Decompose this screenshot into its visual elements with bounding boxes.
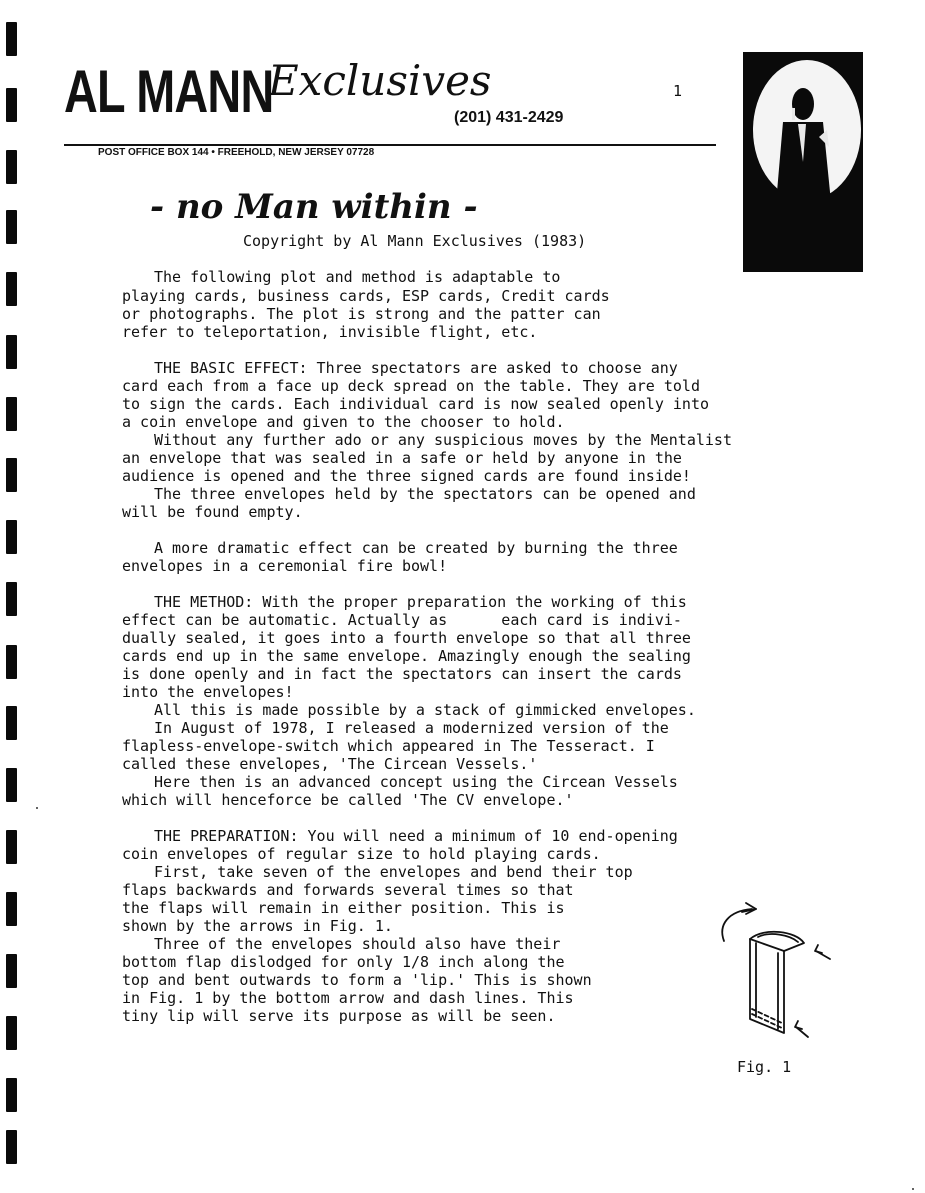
body-line: called these envelopes, 'The Circean Vessels.' — [122, 755, 538, 773]
body-line: THE BASIC EFFECT: Three spectators are asked to choose any — [154, 359, 678, 377]
performer-photo — [743, 52, 863, 272]
body-line: which will henceforce be called 'The CV envelope.' — [122, 791, 574, 809]
envelope-body — [750, 939, 784, 1033]
body-line: shown by the arrows in Fig. 1. — [122, 917, 393, 935]
body-line: THE METHOD: With the proper preparation the working of this — [154, 593, 687, 611]
binder-hole-mark — [6, 582, 17, 616]
body-line: The following plot and method is adaptable to — [154, 268, 561, 286]
body-line: will be found empty. — [122, 503, 303, 521]
body-line: refer to teleportation, invisible flight, etc. — [122, 323, 538, 341]
binder-hole-mark — [6, 458, 17, 492]
body-line: effect can be automatic. Actually as each card is indivi- — [122, 611, 682, 629]
body-line: Three of the envelopes should also have their — [154, 935, 561, 953]
article-title: - no Man within - — [150, 187, 478, 227]
body-line: envelopes in a ceremonial fire bowl! — [122, 557, 448, 575]
binder-hole-mark — [6, 768, 17, 802]
page-number: 1 — [673, 82, 683, 100]
body-line: coin envelopes of regular size to hold playing cards. — [122, 845, 601, 863]
header-rule — [64, 144, 716, 146]
figure-caption: Fig. 1 — [737, 1058, 792, 1076]
body-line: a coin envelope and given to the chooser to hold. — [122, 413, 565, 431]
binder-hole-mark — [6, 335, 17, 369]
binder-hole-mark — [6, 954, 17, 988]
body-line: Without any further ado or any suspicious moves by the Mentalist — [154, 431, 732, 449]
copyright-notice: Copyright by Al Mann Exclusives (1983) — [243, 232, 587, 250]
performer-silhouette-icon — [743, 52, 863, 272]
body-line: in Fig. 1 by the bottom arrow and dash lines. This — [122, 989, 574, 1007]
body-line: flaps backwards and forwards several times so that — [122, 881, 574, 899]
body-line: is done openly and in fact the spectators can insert the cards — [122, 665, 682, 683]
body-line: playing cards, business cards, ESP cards, Credit cards — [122, 287, 610, 305]
body-line: dually sealed, it goes into a fourth envelope so that all three — [122, 629, 691, 647]
body-line: cards end up in the same envelope. Amazingly enough the sealing — [122, 647, 691, 665]
binder-hole-mark — [6, 397, 17, 431]
binder-hole-mark — [6, 1078, 17, 1112]
binder-hole-mark — [6, 830, 17, 864]
body-line: THE PREPARATION: You will need a minimum of 10 end-opening — [154, 827, 678, 845]
body-line: All this is made possible by a stack of gimmicked envelopes. — [154, 701, 696, 719]
phone-number: (201) 431-2429 — [454, 109, 564, 126]
body-line: In August of 1978, I released a modernized version of the — [154, 719, 669, 737]
scan-speck — [912, 1188, 914, 1190]
body-line: to sign the cards. Each individual card is now sealed openly into — [122, 395, 709, 413]
scan-speck — [36, 807, 38, 809]
body-line: card each from a face up deck spread on the table. They are told — [122, 377, 700, 395]
binder-hole-mark — [6, 272, 17, 306]
binder-hole-mark — [6, 88, 17, 122]
body-line: The three envelopes held by the spectators can be opened and — [154, 485, 696, 503]
binder-hole-mark — [6, 520, 17, 554]
body-line: an envelope that was sealed in a safe or held by anyone in the — [122, 449, 682, 467]
body-line: top and bent outwards to form a 'lip.' This is shown — [122, 971, 592, 989]
address-line: POST OFFICE BOX 144 • FREEHOLD, NEW JERSEY 07728 — [98, 147, 375, 158]
body-line: into the envelopes! — [122, 683, 294, 701]
body-line: audience is opened and the three signed cards are found inside! — [122, 467, 691, 485]
binder-hole-mark — [6, 892, 17, 926]
envelope-diagram — [712, 897, 836, 1057]
body-line: or photographs. The plot is strong and the patter can — [122, 305, 601, 323]
body-line: First, take seven of the envelopes and bend their top — [154, 863, 633, 881]
body-line: the flaps will remain in either position. This is — [122, 899, 565, 917]
body-line: Here then is an advanced concept using the Circean Vessels — [154, 773, 678, 791]
binder-hole-mark — [6, 1016, 17, 1050]
brand-script: Exclusives — [268, 56, 492, 105]
binder-hole-mark — [6, 706, 17, 740]
brand-name: AL MANN — [64, 58, 274, 125]
body-line: flapless-envelope-switch which appeared in The Tesseract. I — [122, 737, 655, 755]
binder-hole-mark — [6, 645, 17, 679]
body-line: A more dramatic effect can be created by burning the three — [154, 539, 678, 557]
binder-hole-mark — [6, 1130, 17, 1164]
binder-hole-mark — [6, 22, 17, 56]
binder-hole-mark — [6, 150, 17, 184]
body-line: bottom flap dislodged for only 1/8 inch along the — [122, 953, 565, 971]
body-line: tiny lip will serve its purpose as will be seen. — [122, 1007, 556, 1025]
binder-hole-mark — [6, 210, 17, 244]
